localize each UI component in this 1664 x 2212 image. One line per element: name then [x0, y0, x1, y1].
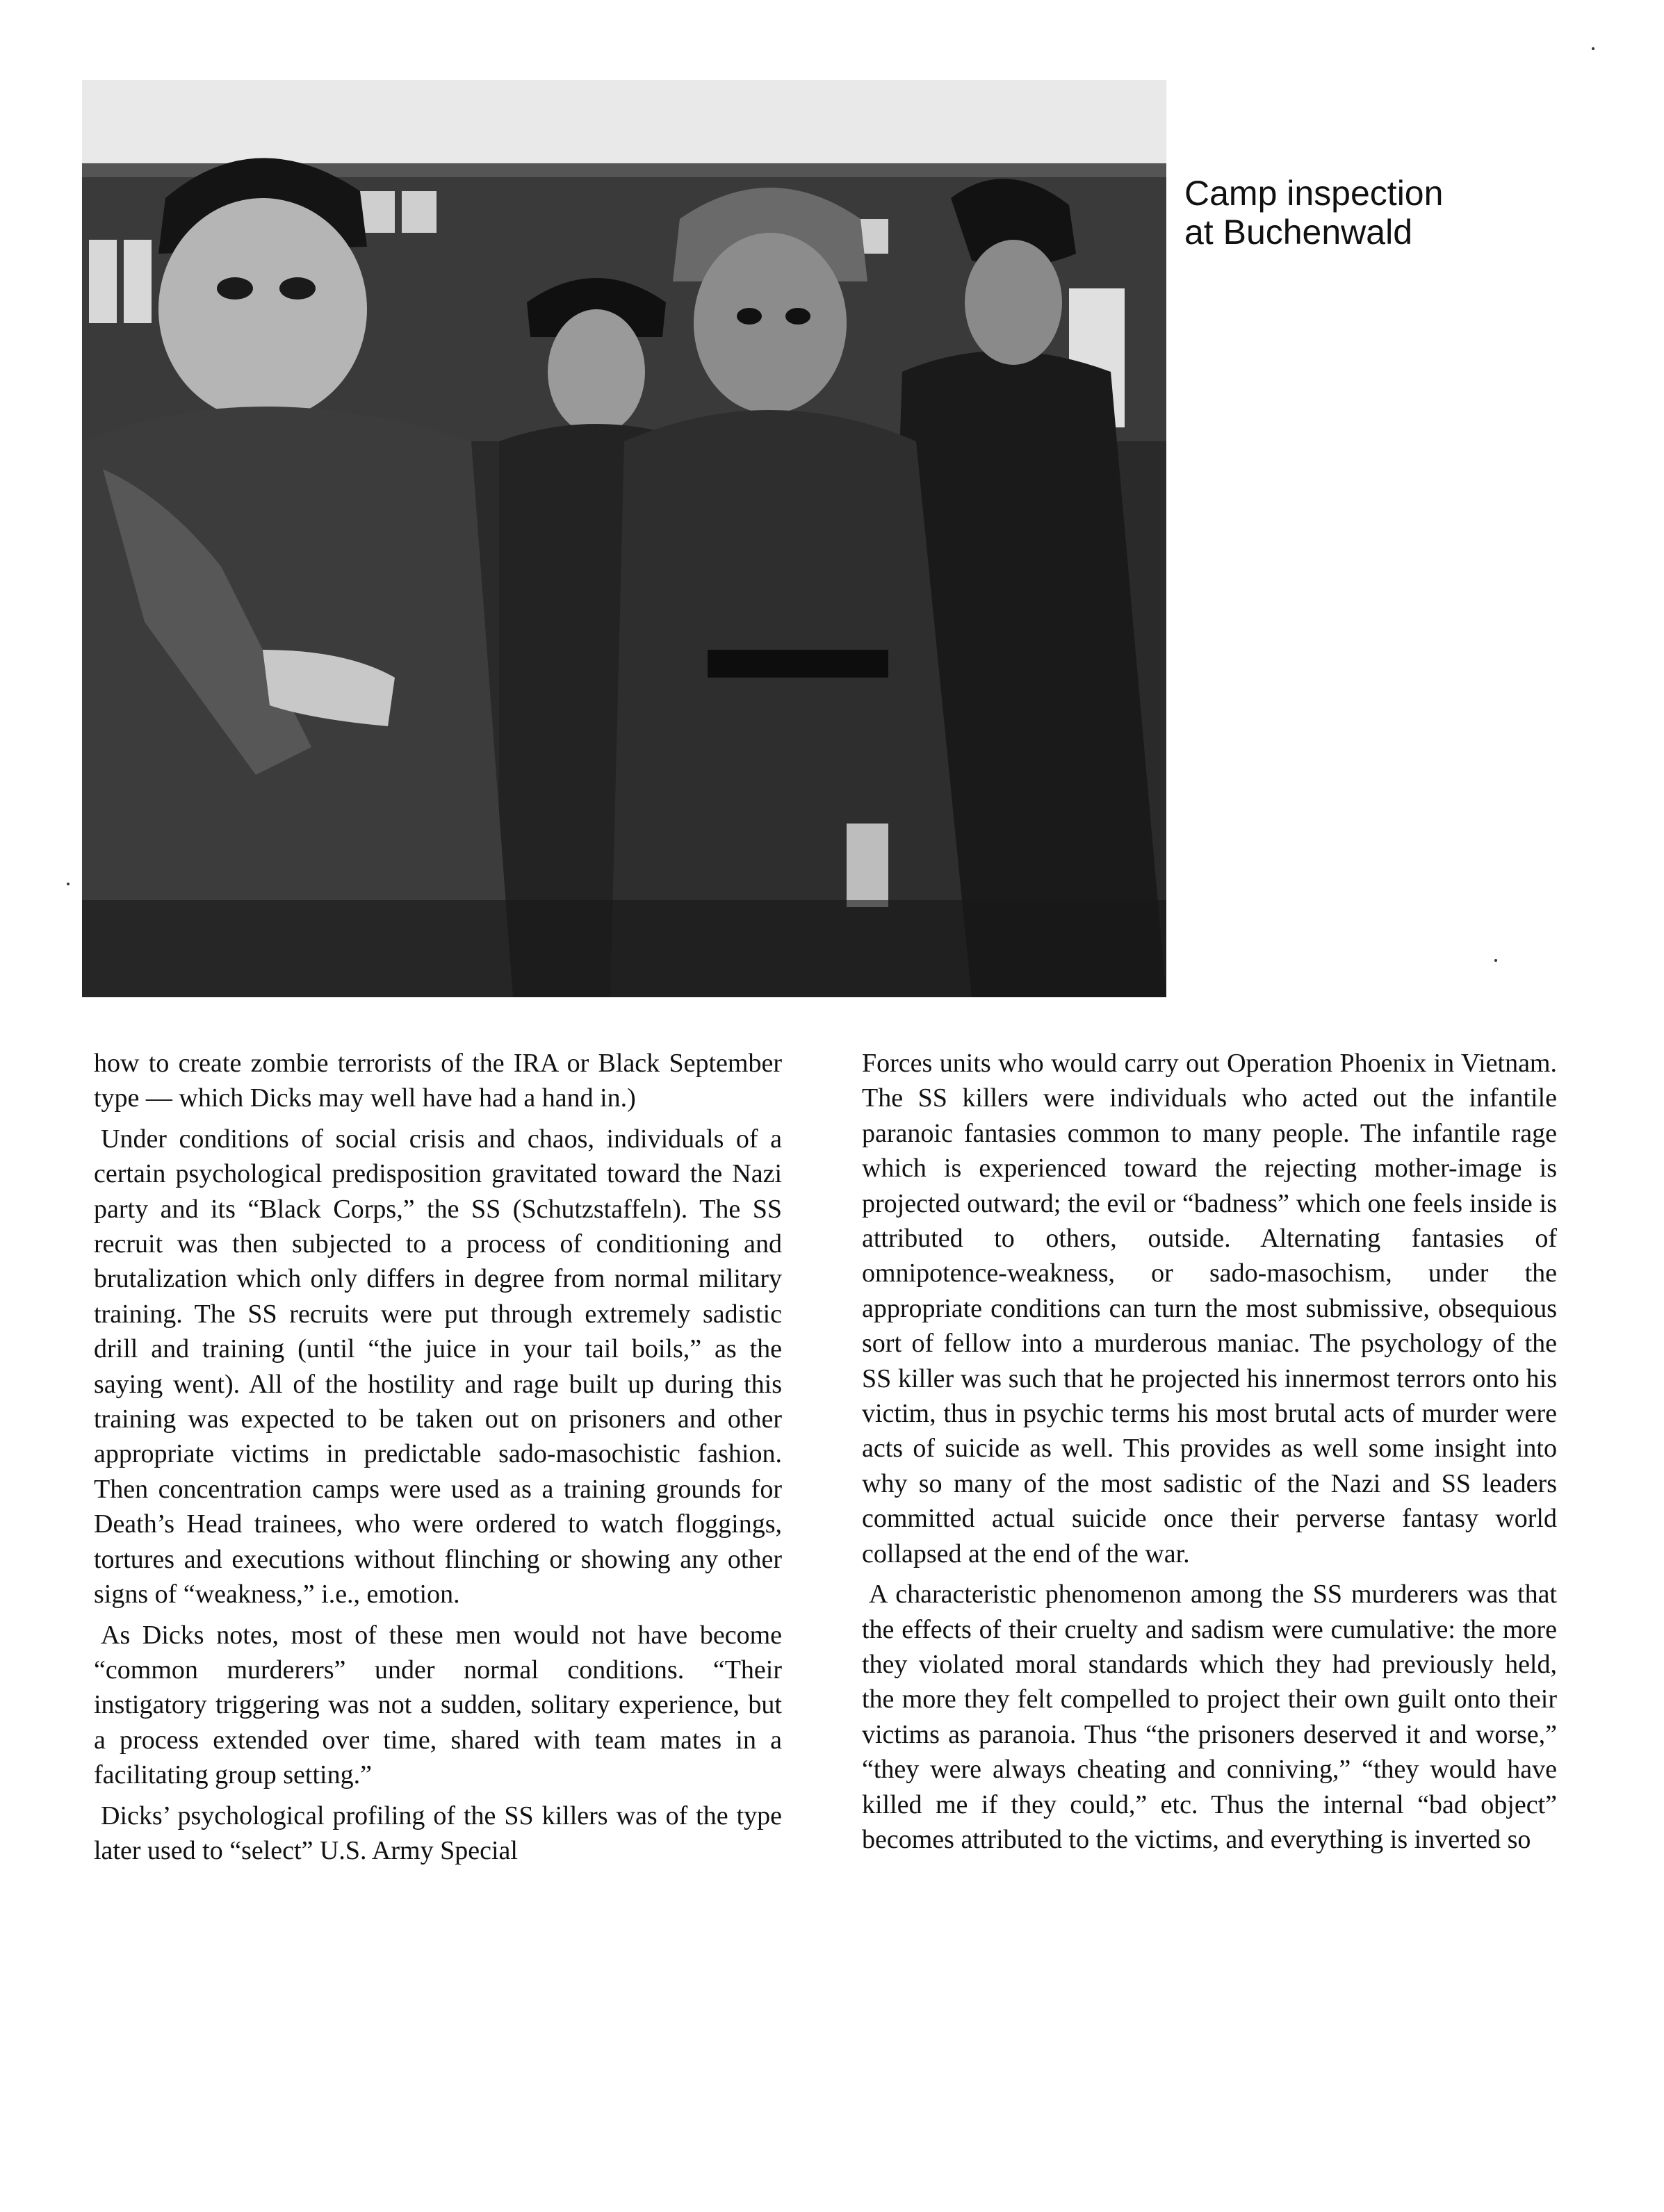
photo-caption: [1184, 174, 1532, 252]
photo-illustration: [82, 80, 1166, 997]
left-paragraph-2: Under conditions of social crisis and chaos, individuals of a certain psychological predisposition gravitated toward the Nazi party and its “Black Corps,” the SS (Schutzstaffeln). The SS recruit was then subjected to a process of conditioning and brutalization which only differs in degree from normal military training. The SS recruits were put through extremely sadistic drill and training (until “the juice in your tail boils,” as the saying went). All of the hostility and rage built up during this training was expected to be taken out on prisoners and other appropriate victims in predictable sado-masochistic fashion. Then concentration camps were used as a training grounds for Death’s Head trainees, who were ordered to watch floggings, tortures and executions without flinching or showing any other signs of “weakness,” i.e., emotion.: [94, 1124, 782, 1609]
scan-speck: [1592, 47, 1594, 50]
scan-speck: [67, 883, 70, 885]
caption-line-2: at Buchenwald: [1184, 213, 1413, 252]
caption-line-1: Camp inspection: [1184, 174, 1444, 213]
scan-speck: [1494, 959, 1497, 962]
left-text-column: [94, 1046, 782, 1868]
photograph-camp-inspection: [82, 80, 1166, 997]
right-paragraph-2: A characteristic phenomenon among the SS murderers was that the effects of their cruelty and sadism were cumulative: the more they violated moral standards which they had previously held, the more they felt compelled to project their own guilt onto their victims as paranoia. Thus “the prisoners deserved it and worse,” “they were always cheating and conniving,” “they would have killed me if they could,” etc. Thus the internal “bad object” becomes attributed to the victims, and everything is inverted so: [862, 1580, 1557, 1854]
left-paragraph-3: As Dicks notes, most of these men would not have become “common murderers” under normal conditions. “Their instigatory triggering was not a sudden, solitary experience, but a process extended over time, shared with team mates in a facilitating group setting.”: [94, 1620, 782, 1790]
left-paragraph-4: Dicks’ psychological profiling of the SS killers was of the type later used to “select” U.S. Army Special: [94, 1801, 782, 1865]
right-paragraph-1: Forces units who would carry out Operation Phoenix in Vietnam. The SS killers were individuals who acted out the infantile paranoic fantasies common to many people. The infantile rage which is experienced toward the rejecting mother-image is projected outward; the evil or “badness” which one feels inside is attributed to others, outside. Alternating fantasies of omnipotence-weakness, or sado-masochism, under the appropriate conditions can turn the most submissive, obsequious sort of fellow into a murderous maniac. The psychology of the SS killer was such that he projected his innermost terrors onto his victim, thus in psychic terms his most brutal acts of murder were acts of suicide as well. This provides as well some insight into why so many of the most sadistic of the Nazi and SS leaders committed actual suicide once their perverse fantasy world collapsed at the end of the war.: [862, 1049, 1557, 1568]
right-text-column: [862, 1046, 1557, 1857]
left-paragraph-1: how to create zombie terrorists of the IRA or Black September type — which Dicks may well have had a hand in.): [94, 1049, 782, 1113]
